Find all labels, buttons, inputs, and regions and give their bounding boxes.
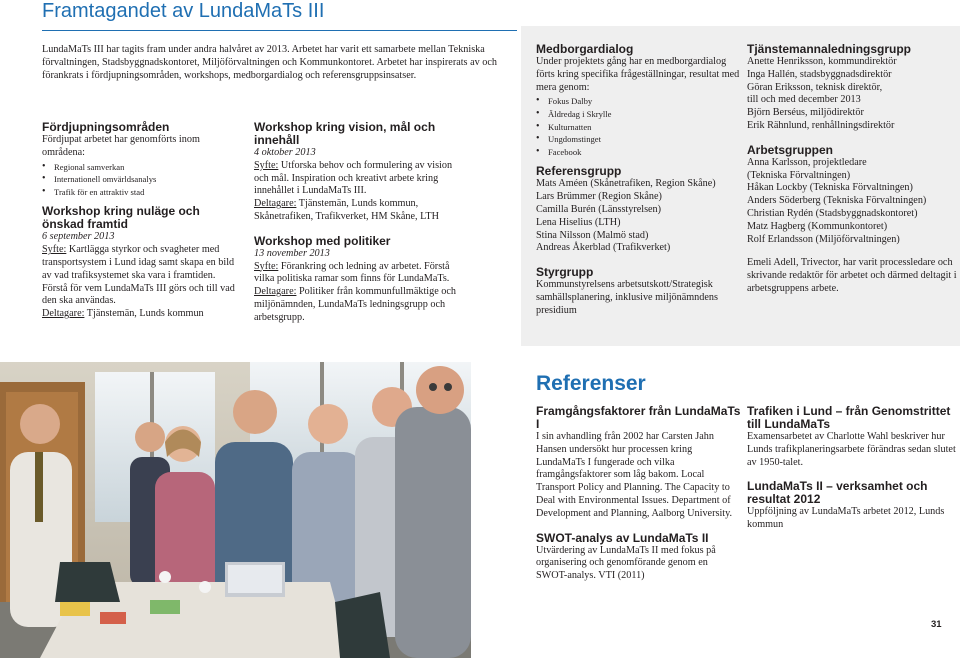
ws-politiker-syfte — [254, 261, 469, 287]
referensgrupp-heading: Referensgrupp — [536, 164, 622, 179]
deltagare-text: Tjänstemän, Lunds kommun, Skånetrafiken, Trafikverket, HM Skåne, LTH — [254, 198, 439, 222]
list-item: Camilla Burén (Länsstyrelsen) — [536, 203, 662, 215]
arbetsgruppen-heading: Arbetsgruppen — [747, 142, 834, 157]
ws-vision-deltagare — [254, 198, 469, 224]
list-item: • Fokus Dalby — [536, 95, 741, 108]
deltagare-label: Deltagare: — [254, 198, 297, 210]
reference-heading: SWOT-analys av LundaMaTs II — [536, 530, 709, 545]
styrgrupp-text: Kommunstyrelsens arbetsutskott/Strategisk samhällsplanering, inklusive miljönämndens presidium — [536, 279, 718, 316]
deltagare-text: Tjänstemän, Lunds kommun — [84, 308, 204, 320]
list-item: Andreas Åkerblad (Trafikverket) — [536, 242, 671, 254]
page-title: Framtagandet av LundaMaTs III — [42, 0, 325, 22]
column-middle — [254, 121, 469, 325]
deltagare-label: Deltagare: — [254, 286, 297, 298]
arbetsgruppen-note: Emeli Adell, Trivector, har varit processledare och skrivande redaktör för arbetet och därmed deltagit i arbetsgruppens arbete. — [747, 257, 957, 294]
fordjupning-text: Fördjupat arbetet har genomförts inom områdena: — [42, 134, 200, 158]
ws-nulage-syfte — [42, 244, 242, 308]
column-references-left — [536, 405, 741, 583]
medborgardialog-list — [536, 95, 741, 158]
list-item: Anders Söderberg (Tekniska Förvaltningen) — [747, 195, 927, 207]
reference-text: Utvärdering av LundaMaTs II med fokus på organisering och genomförande genom en SWOT-analys. VTI (2011) — [536, 544, 716, 582]
list-item: Lars Brümmer (Region Skåne) — [536, 191, 662, 203]
ws-vision-syfte — [254, 160, 469, 198]
list-item: • Regional samverkan — [42, 161, 242, 174]
list-item: • Trafik för en attraktiv stad — [42, 186, 242, 199]
ws-nulage-heading: Workshop kring nuläge och önskad framtid — [42, 204, 200, 232]
list-item: Anna Karlsson, projektledare — [747, 156, 867, 168]
column-left — [42, 121, 242, 321]
ws-politiker-date: 13 november 2013 — [254, 247, 330, 259]
syfte-text: Förankring och ledning av arbetet. Förstå vilka politiska ramar som finns för LundaMaTs. — [254, 260, 450, 285]
column-org-right — [747, 43, 957, 296]
list-item: • Facebook — [536, 146, 741, 159]
list-item: Rolf Erlandsson (Miljöförvaltningen) — [747, 233, 900, 245]
syfte-text: Kartlägga styrkor och svagheter med transportsystem i Lund idag samt skapa en bild av vad trafiksystemet ska vara i framtiden. Förstå för vem LundaMaTs III görs och till vad den ska användas. — [42, 244, 235, 307]
column-org-left — [536, 43, 741, 318]
ws-vision-heading: Workshop kring vision, mål och innehåll — [254, 120, 436, 147]
column-references-right — [747, 405, 957, 532]
list-item: Lena Hiselius (LTH) — [536, 216, 621, 228]
list-item: Göran Eriksson, teknisk direktör, — [747, 81, 883, 93]
syfte-text: Utforska behov och formulering av vision och mål. Inspiration och kreativt arbete kring innehållet i LundaMaTs III. — [254, 159, 453, 197]
list-item: Matz Hagberg (Kommunkontoret) — [747, 220, 888, 232]
list-item: • Äldredag i Skrylle — [536, 108, 741, 121]
list-item: Stina Nilsson (Malmö stad) — [536, 229, 649, 241]
reference-text: I sin avhandling från 2002 har Carsten Jahn Hansen undersökt hur processen kring LundaMaTs I fungerade och vilka framgångsfaktorer som låg bakom. Local Transport Policy and Planning. The Capacity to Deal with Environmental Issues. Department of Development and Planning, Aalborg University. — [536, 431, 733, 519]
reference-text: Examensarbetet av Charlotte Wahl beskriver hur Lunds trafikplaneringsarbete förändras sedan slutet av 1950-talet. — [747, 431, 956, 468]
list-item: till och med december 2013 — [747, 94, 861, 106]
title-rule — [42, 30, 517, 31]
medborgardialog-text: Under projektets gång har en medborgardialog förts kring specifika frågeställningar, resultat med mera genom: — [536, 56, 740, 93]
syfte-label: Syfte: — [42, 244, 67, 256]
list-item: Håkan Lockby (Tekniska Förvaltningen) — [747, 182, 913, 194]
list-item: Christian Rydén (Stadsbyggnadskontoret) — [747, 207, 918, 219]
syfte-label: Syfte: — [254, 260, 279, 272]
page-number: 31 — [931, 619, 942, 630]
list-item: Mats Améen (Skånetrafiken, Region Skåne) — [536, 178, 716, 190]
workshop-photo-illustration — [0, 362, 471, 658]
ws-vision-date: 4 oktober 2013 — [254, 147, 316, 158]
ws-nulage-date: 6 september 2013 — [42, 231, 115, 243]
intro-paragraph: LundaMaTs III har tagits fram under andra halvåret av 2013. Arbetet har varit ett samarbete mellan Tekniska förvaltningen, Stadsbyggnadskontoret, Miljöförvaltningen och Kommunkontoret. Arbetet har inspirerats av och förankrats i fördjupningsområden, workshops, medborgardialog och referensgruppsinsatser. — [42, 44, 497, 81]
list-item: Inga Hallén, stadsbyggnadsdirektör — [747, 68, 892, 80]
reference-heading: Trafiken i Lund – från Genomstrittet till LundaMaTs — [747, 404, 951, 431]
reference-heading: LundaMaTs II – verksamhet och resultat 2012 — [747, 479, 928, 507]
list-item: Erik Rähnlund, renhållningsdirektör — [747, 119, 895, 131]
syfte-label: Syfte: — [254, 159, 279, 171]
references-title: Referenser — [536, 372, 646, 395]
ws-politiker-deltagare — [254, 286, 469, 324]
list-item: • Kulturnatten — [536, 121, 741, 134]
styrgrupp-heading: Styrgrupp — [536, 265, 594, 280]
medborgardialog-heading: Medborgardialog — [536, 42, 634, 56]
reference-heading: Framgångsfaktorer från LundaMaTs I — [536, 404, 741, 431]
ws-politiker-heading: Workshop med politiker — [254, 233, 391, 248]
list-item: Anette Henriksson, kommundirektör — [747, 56, 897, 67]
fordjupning-heading: Fördjupningsområden — [42, 120, 170, 134]
fordjupning-list — [42, 161, 242, 199]
ws-nulage-deltagare — [42, 308, 242, 321]
reference-text: Uppföljning av LundaMaTs arbetet 2012, Lunds kommun — [747, 506, 945, 531]
list-item: • Ungdomstinget — [536, 133, 741, 146]
deltagare-text: Politiker från kommunfullmäktige och miljönämnden, LundaMaTs ledningsgrupp och arbetsgrupp. — [254, 286, 456, 323]
tjanstemannaledningsgrupp-heading: Tjänstemannaledningsgrupp — [747, 42, 912, 56]
list-item: Björn Berséus, miljödirektör — [747, 107, 864, 119]
deltagare-label: Deltagare: — [42, 308, 85, 320]
list-item: • Internationell omvärldsanalys — [42, 173, 242, 186]
list-item: (Tekniska Förvaltningen) — [747, 169, 851, 181]
workshop-photo — [0, 362, 471, 658]
